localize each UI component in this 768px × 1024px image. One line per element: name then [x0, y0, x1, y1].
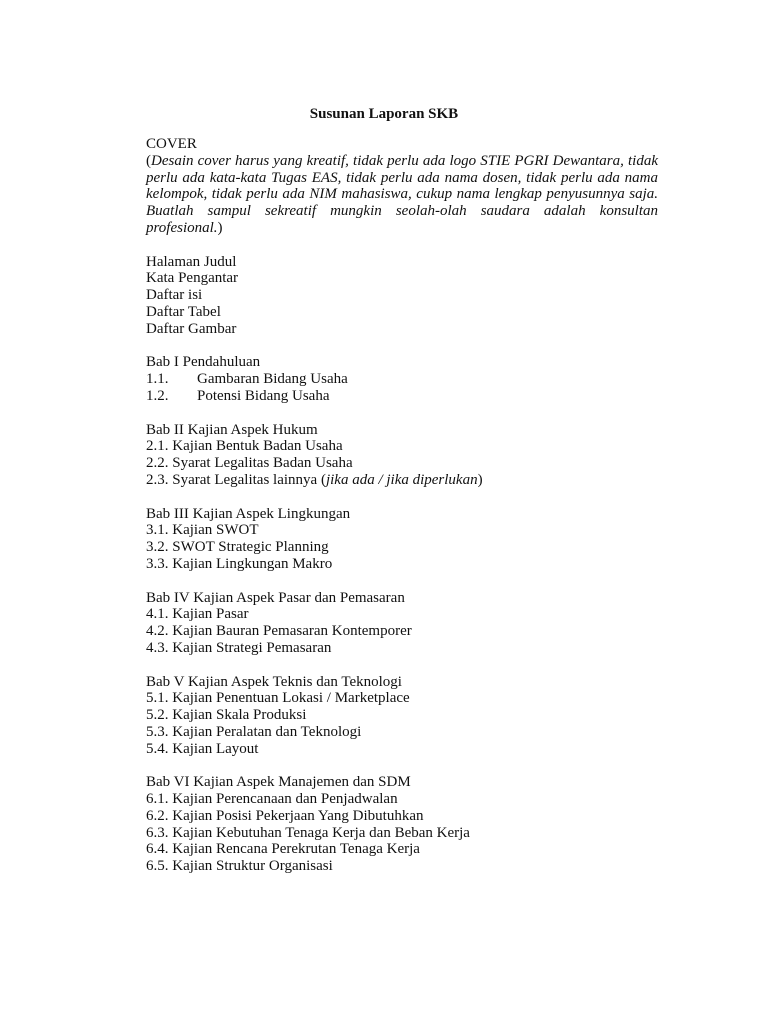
spacer [146, 757, 658, 774]
bab5-item: 5.2. Kajian Skala Produksi [146, 707, 307, 724]
front-matter-item: Daftar isi [146, 287, 203, 304]
bab6-item: 6.3. Kajian Kebutuhan Tenaga Kerja dan Beban Kerja [146, 824, 470, 841]
spacer [146, 405, 658, 422]
bab6-item: 6.4. Kajian Rencana Perekrutan Tenaga Kerja [146, 841, 420, 858]
bab5-heading: Bab V Kajian Aspek Teknis dan Teknologi [146, 673, 402, 690]
bab5-item: 5.3. Kajian Peralatan dan Teknologi [146, 723, 362, 740]
cover-note [146, 153, 658, 237]
front-matter-item: Daftar Gambar [146, 320, 237, 337]
bab4-heading: Bab IV Kajian Aspek Pasar dan Pemasaran [146, 589, 405, 606]
bab2-item3-suffix: ) [477, 471, 483, 488]
bab2-item3-prefix: 2.3. Syarat Legalitas lainnya ( [146, 471, 326, 488]
bab1-item-text: Potensi Bidang Usaha [197, 387, 330, 404]
spacer [146, 489, 658, 506]
front-matter-item: Kata Pengantar [146, 270, 239, 287]
cover-heading: COVER [146, 136, 197, 152]
bab3-item: 3.3. Kajian Lingkungan Makro [146, 555, 333, 572]
bab1-item-text: Gambaran Bidang Usaha [197, 371, 348, 388]
spacer [146, 338, 658, 355]
cover-note-open-paren: ( [146, 152, 151, 169]
document-body [146, 136, 658, 875]
bab3-item: 3.2. SWOT Strategic Planning [146, 539, 329, 556]
document-title: Susunan Laporan SKB [309, 106, 459, 122]
bab5-item: 5.1. Kajian Penentuan Lokasi / Marketplace [146, 690, 410, 707]
bab6-item: 6.5. Kajian Struktur Organisasi [146, 858, 333, 875]
bab1-item [146, 371, 658, 388]
front-matter-item: Halaman Judul [146, 253, 237, 270]
bab4-item: 4.3. Kajian Strategi Pemasaran [146, 639, 332, 656]
spacer [146, 237, 658, 254]
bab1-item-number: 1.1. [146, 371, 169, 388]
bab4-item: 4.1. Kajian Pasar [146, 606, 249, 623]
bab2-item: 2.2. Syarat Legalitas Badan Usaha [146, 455, 353, 472]
bab2-item3-italic: jika ada / jika diperlukan [325, 471, 478, 488]
bab3-heading: Bab III Kajian Aspek Lingkungan [146, 505, 351, 522]
spacer [146, 657, 658, 674]
cover-note-text: Desain cover harus yang kreatif, tidak perlu ada logo STIE PGRI Dewantara, tidak perlu ada kata-kata Tugas EAS, tidak perlu ada nama dosen, tidak perlu ada nama kelompok, tidak perlu ada NIM mahasiswa, cukup nama lengkap penyusunnya saja. Buatlah sampul sekreatif mungkin seolah-olah saudara adalah konsultan profesional. [146, 152, 658, 236]
bab2-item [146, 472, 658, 489]
front-matter-item: Daftar Tabel [146, 303, 221, 320]
bab2-item: 2.1. Kajian Bentuk Badan Usaha [146, 438, 343, 455]
bab6-item: 6.2. Kajian Posisi Pekerjaan Yang Dibutuhkan [146, 807, 424, 824]
cover-note-close-paren: ) [217, 219, 223, 236]
bab6-heading: Bab VI Kajian Aspek Manajemen dan SDM [146, 774, 411, 791]
bab1-heading: Bab I Pendahuluan [146, 354, 261, 371]
bab6-item: 6.1. Kajian Perencanaan dan Penjadwalan [146, 791, 398, 808]
bab1-item [146, 388, 658, 405]
bab3-item: 3.1. Kajian SWOT [146, 522, 259, 539]
spacer [146, 573, 658, 590]
bab5-item: 5.4. Kajian Layout [146, 740, 259, 757]
bab4-item: 4.2. Kajian Bauran Pemasaran Kontemporer [146, 623, 412, 640]
bab2-heading: Bab II Kajian Aspek Hukum [146, 421, 318, 438]
bab1-item-number: 1.2. [146, 387, 169, 404]
